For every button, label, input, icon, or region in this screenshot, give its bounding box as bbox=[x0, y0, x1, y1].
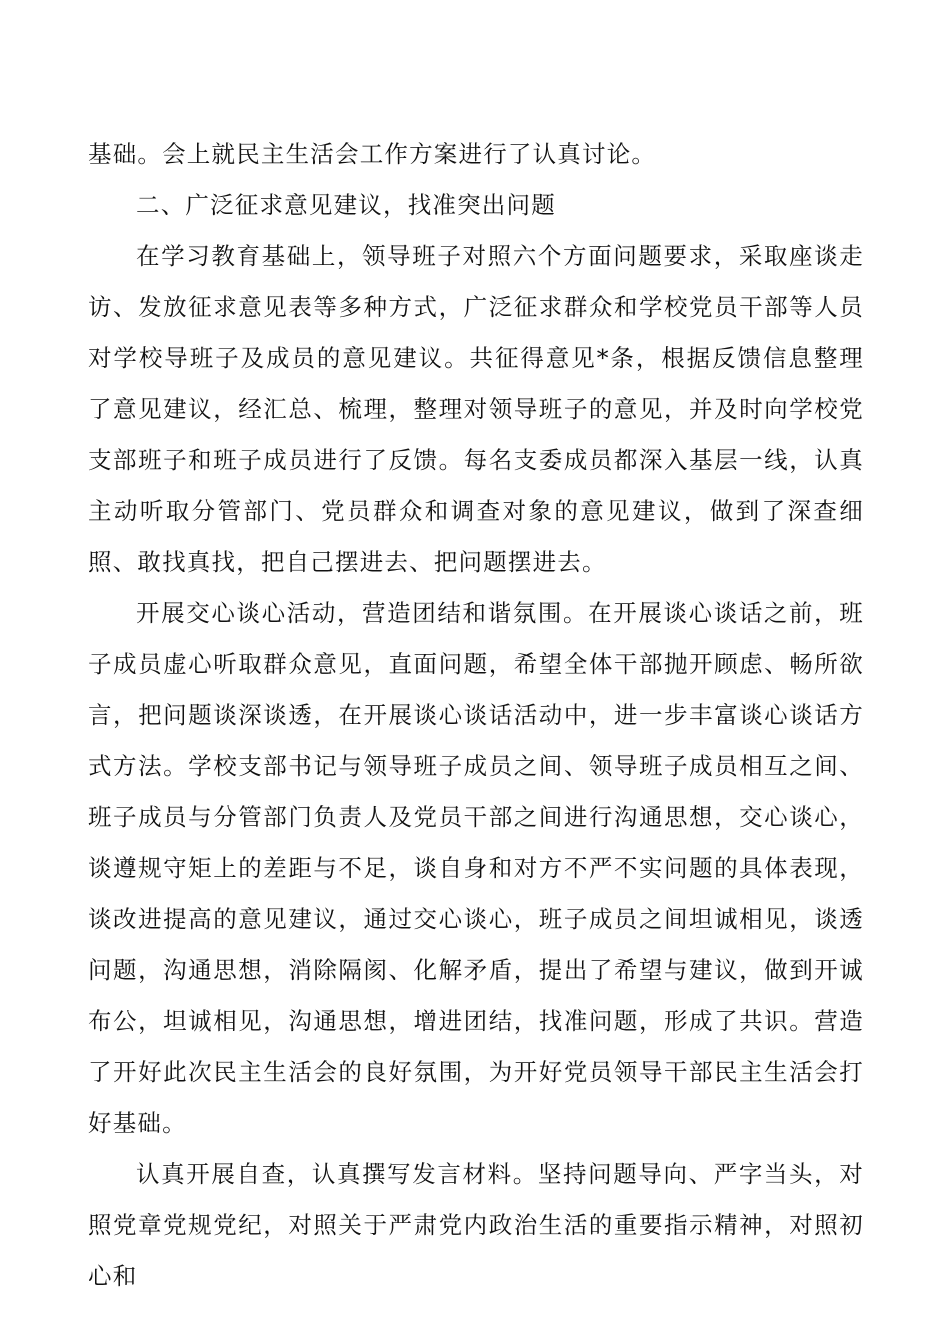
paragraph-heart-to-heart: 开展交心谈心活动，营造团结和谐氛围。在开展谈心谈话之前，班子成员虚心听取群众意见，直面问题，希望全体干部抛开顾虑、畅所欲言，把问题谈深谈透，在开展谈心谈话活动中，进一步丰富谈心谈话方式方法。学校支部书记与领导班子成员之间、领导班子成员相互之间、班子成员与分管部门负责人及党员干部之间进行沟通思想，交心谈心，谈遵规守矩上的差距与不足，谈自身和对方不严不实问题的具体表现，谈改进提高的意见建议，通过交心谈心，班子成员之间坦诚相见，谈透问题，沟通思想，消除隔阂、化解矛盾，提出了希望与建议，做到开诚布公，坦诚相见，沟通思想，增进团结，找准问题，形成了共识。营造了开好此次民主生活会的良好氛围，为开好党员领导干部民主生活会打好基础。 bbox=[88, 599, 864, 1137]
document-body bbox=[88, 129, 864, 1302]
paragraph-continuation: 基础。会上就民主生活会工作方案进行了认真讨论。 bbox=[88, 140, 657, 168]
section-heading: 二、广泛征求意见建议，找准突出问题 bbox=[136, 191, 556, 219]
paragraph-self-check: 认真开展自查，认真撰写发言材料。坚持问题导向、严字当头，对照党章党规党纪，对照关于严肃党内政治生活的重要指示精神，对照初心和 bbox=[88, 1160, 864, 1290]
paragraph-solicit-opinions: 在学习教育基础上，领导班子对照六个方面问题要求，采取座谈走访、发放征求意见表等多种方式，广泛征求群众和学校党员干部等人员对学校导班子及成员的意见建议。共征得意见*条，根据反馈信息整理了意见建议，经汇总、梳理，整理对领导班子的意见，并及时向学校党支部班子和班子成员进行了反馈。每名支委成员都深入基层一线，认真主动听取分管部门、党员群众和调查对象的意见建议，做到了深查细照、敢找真找，把自己摆进去、把问题摆进去。 bbox=[88, 242, 864, 576]
